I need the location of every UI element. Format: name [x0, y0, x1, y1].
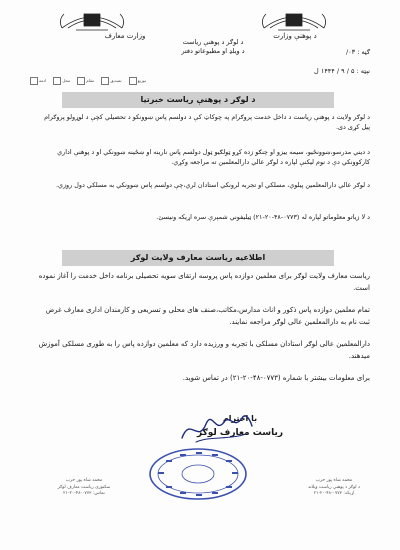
official-stamp-icon	[146, 446, 250, 502]
dari-paragraph: رياست معارف ولايت لوګر براى معلمين دوازده پاس پروسه ارتقاى سويه تحصيلى برنامه داخل خدمت را آغاز نموده است.	[38, 272, 370, 292]
ministry-name-pashto	[254, 32, 336, 41]
footer-line: محمد شاه پور حرب	[315, 478, 353, 483]
emirate-emblem-icon	[256, 4, 332, 34]
footer-line: محمد شاه پور حرب	[65, 478, 103, 483]
distribution-checkboxes	[30, 76, 146, 85]
checkbox-item	[101, 76, 121, 85]
footer-line: د لوګر د پوهنې رياست ويلاند	[308, 484, 360, 490]
document-date: نېټه : ۵ / ۹ / ۱۴۴۴ ل	[314, 67, 370, 75]
checkbox-icon	[30, 77, 38, 85]
emirate-emblem-icon	[54, 4, 130, 34]
checkbox-label: محل	[62, 78, 71, 83]
checkbox-label: توزیع	[137, 78, 146, 83]
footer-line: سکتوری رياست معارف لوګر	[57, 484, 111, 490]
directorate-line: د لوګر د پوهنې رياست	[182, 38, 244, 46]
checkbox-item	[129, 76, 146, 85]
handwritten-signature-icon	[176, 404, 258, 450]
checkbox-item	[30, 76, 46, 85]
pashto-paragraph: د لوګر عالي دارالمعلمين پيلوي، مسلکي او تجربه لرونکي استادان لري،چې دولسم پاس ښوونکي به مسلکي دول روزي.	[55, 181, 370, 189]
dari-paragraph: تمام معلمين دوازده پاس ذکور و اناث مدارس،مکاتب،صنف هاى محلى و تسريعى و کارمندان ادارى معارف غرض ثبت نام به دارالمعلمين عالى لوګر مراجعه نمايند.	[45, 306, 370, 326]
pashto-paragraph: د ديني مدرسو،ښوونځيو، سيمه ييزو او چنګو زده کړو ټولګيو ټول دولسم پاس نارينه او ښځينه ښوونکي او د پوهنې اداري کارکوونکي دې د نوم ليکنې لپاره د لوګر عالي دارالمعلمين ته مراجعه وکړي.	[57, 148, 370, 166]
closing-signatory: رياست معارف لوګر	[196, 428, 284, 438]
checkbox-icon	[129, 77, 137, 85]
office-line: د ويلډ او مطبوعاتو دفتر	[181, 47, 245, 55]
ministry-line: وزارت معارف	[104, 32, 146, 40]
dari-notice-title: اطلاعيه رياست معارف ولايت لوګر	[62, 250, 334, 266]
pashto-paragraph: د لوګر ولايت د پوهنې رياست د داخل خدمت پروګرام په چوکاټ کې د دولسم پاس ښوونکو د تحصيلي کچې د لوړولو پروګرام پيل کړی دی.	[44, 113, 370, 131]
footer-line: تماس: ۰۷۷۳-۴۸-۲۰-۲۱	[63, 491, 105, 496]
checkbox-item	[53, 76, 70, 85]
checkbox-label: تصدیق	[110, 78, 122, 83]
checkbox-icon	[53, 77, 61, 85]
checkbox-label: مقام	[86, 78, 95, 83]
reference-number: ګڼه : ۰۳/	[345, 48, 370, 56]
ministry-line: د پوهنې وزارت	[273, 32, 317, 40]
dari-paragraph: براى معلومات بيشتر با شماره (۰۷۷۳-۴۸-۲۰-۲۱) در تماس شويد.	[182, 374, 370, 382]
footer-contact-dari	[34, 478, 134, 498]
closing-respect: با احترام	[222, 414, 258, 423]
ministry-name-dari	[90, 32, 160, 41]
pashto-paragraph: د لا زياتو معلوماتو لپاره له (۰۷۷۳-۴۸-۲۰-۲۱) ټيليفوني شمېرې سره اړيکه ونيسئ.	[156, 213, 370, 221]
checkbox-icon	[77, 77, 85, 85]
checkbox-icon	[101, 77, 109, 85]
directorate-header	[160, 38, 266, 56]
footer-contact-pashto	[284, 478, 384, 498]
checkbox-label: ادمه	[39, 78, 47, 83]
pashto-notice-title: د لوګر د پوهنې رياست خبرتيا	[62, 92, 334, 108]
dari-paragraph: دارالمعلمين عالى لوګر استادان مسلکى با تجربه و ورزيده دارد که معلمين دوازده پاس را به طورى مسلکى آموزش ميدهند.	[38, 340, 370, 360]
checkbox-item	[77, 76, 94, 85]
footer-line: اړيکه: ۰۷۷۳-۴۸-۲۰-۲۱	[313, 491, 355, 496]
